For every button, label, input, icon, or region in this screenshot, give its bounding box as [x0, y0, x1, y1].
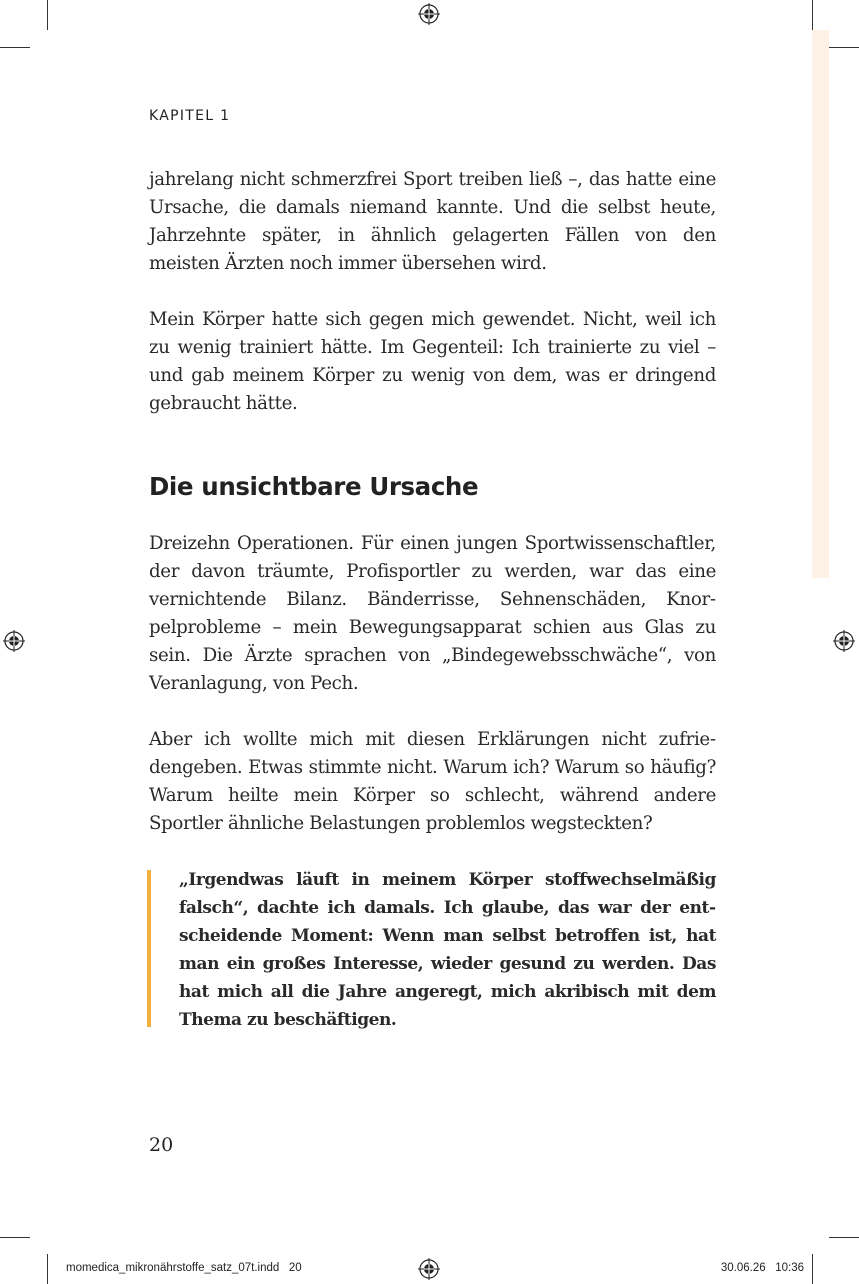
- registration-mark-icon: [418, 1258, 440, 1280]
- registration-mark-icon: [418, 3, 440, 25]
- pull-quote: „Irgendwas läuft in meinem Körper stoffwechselmäßig falsch“, dachte ich damals. Ich glaube, das war der entscheidende Moment: Wenn man selbst betroffen ist, hat man ein großes Interesse, wieder gesund zu werden. Das hat mich all die Jahre angeregt, mich akribisch mit dem Thema zu beschäftigen.: [179, 870, 716, 1030]
- slug-date-time: 30.06.26 10:36: [720, 1262, 804, 1274]
- crop-mark-bottom-left-h: [0, 1237, 30, 1238]
- registration-mark-icon: [833, 630, 855, 652]
- crop-mark-top-left-h: [0, 47, 30, 48]
- chapter-label: KAPITEL 1: [149, 108, 231, 124]
- accent-band: [812, 30, 829, 578]
- registration-mark-icon: [3, 630, 25, 652]
- crop-mark-bottom-right-h: [829, 1237, 859, 1238]
- crop-mark-bottom-right: [812, 1254, 813, 1284]
- page-number: 20: [149, 1134, 174, 1156]
- section-heading: Die unsichtbare Ursache: [149, 472, 479, 501]
- body-paragraph: Mein Körper hatte sich gegen mich gewendet. Nicht, weil ich zu wenig trainiert hätte. Im Gegenteil: Ich trainierte zu viel – und gab meinem Körper zu wenig von dem, was er dringend gebraucht hätte.: [149, 309, 716, 414]
- crop-mark-top-left: [47, 0, 48, 30]
- crop-mark-top-right-h: [829, 47, 859, 48]
- crop-mark-bottom-left: [47, 1254, 48, 1284]
- quote-bar: [147, 870, 151, 1027]
- section-paragraph: Dreizehn Operationen. Für einen jungen Sportwissenschaftler, der davon träumte, Profisportler zu werden, war das eine vernichtende Bilanz. Bänderrisse, Sehnenschäden, Knorpelprobleme – mein Bewegungsapparat schien aus Glas zu sein. Die Ärzte sprachen von „Bindegewebsschwäche“, von Veranlagung, von Pech.: [149, 533, 716, 694]
- body-paragraph: jahrelang nicht schmerzfrei Sport treiben ließ –, das hatte eine Ursache, die damals niemand kannte. Und die selbst heute, Jahrzehnte später, in ähnlich gelagerten Fällen von den meisten Ärzten noch immer übersehen wird.: [149, 169, 716, 274]
- section-paragraph: Aber ich wollte mich mit diesen Erklärungen nicht zufriedengeben. Etwas stimmte nicht. Warum ich? Warum so häufig? Warum heilte mein Körper so schlecht, während andere Sportler ähnliche Belastungen problemlos wegsteckten?: [149, 729, 716, 834]
- crop-mark-top-right: [812, 0, 813, 30]
- slug-file-name: momedica_mikronährstoffe_satz_07t.indd 20: [66, 1262, 302, 1274]
